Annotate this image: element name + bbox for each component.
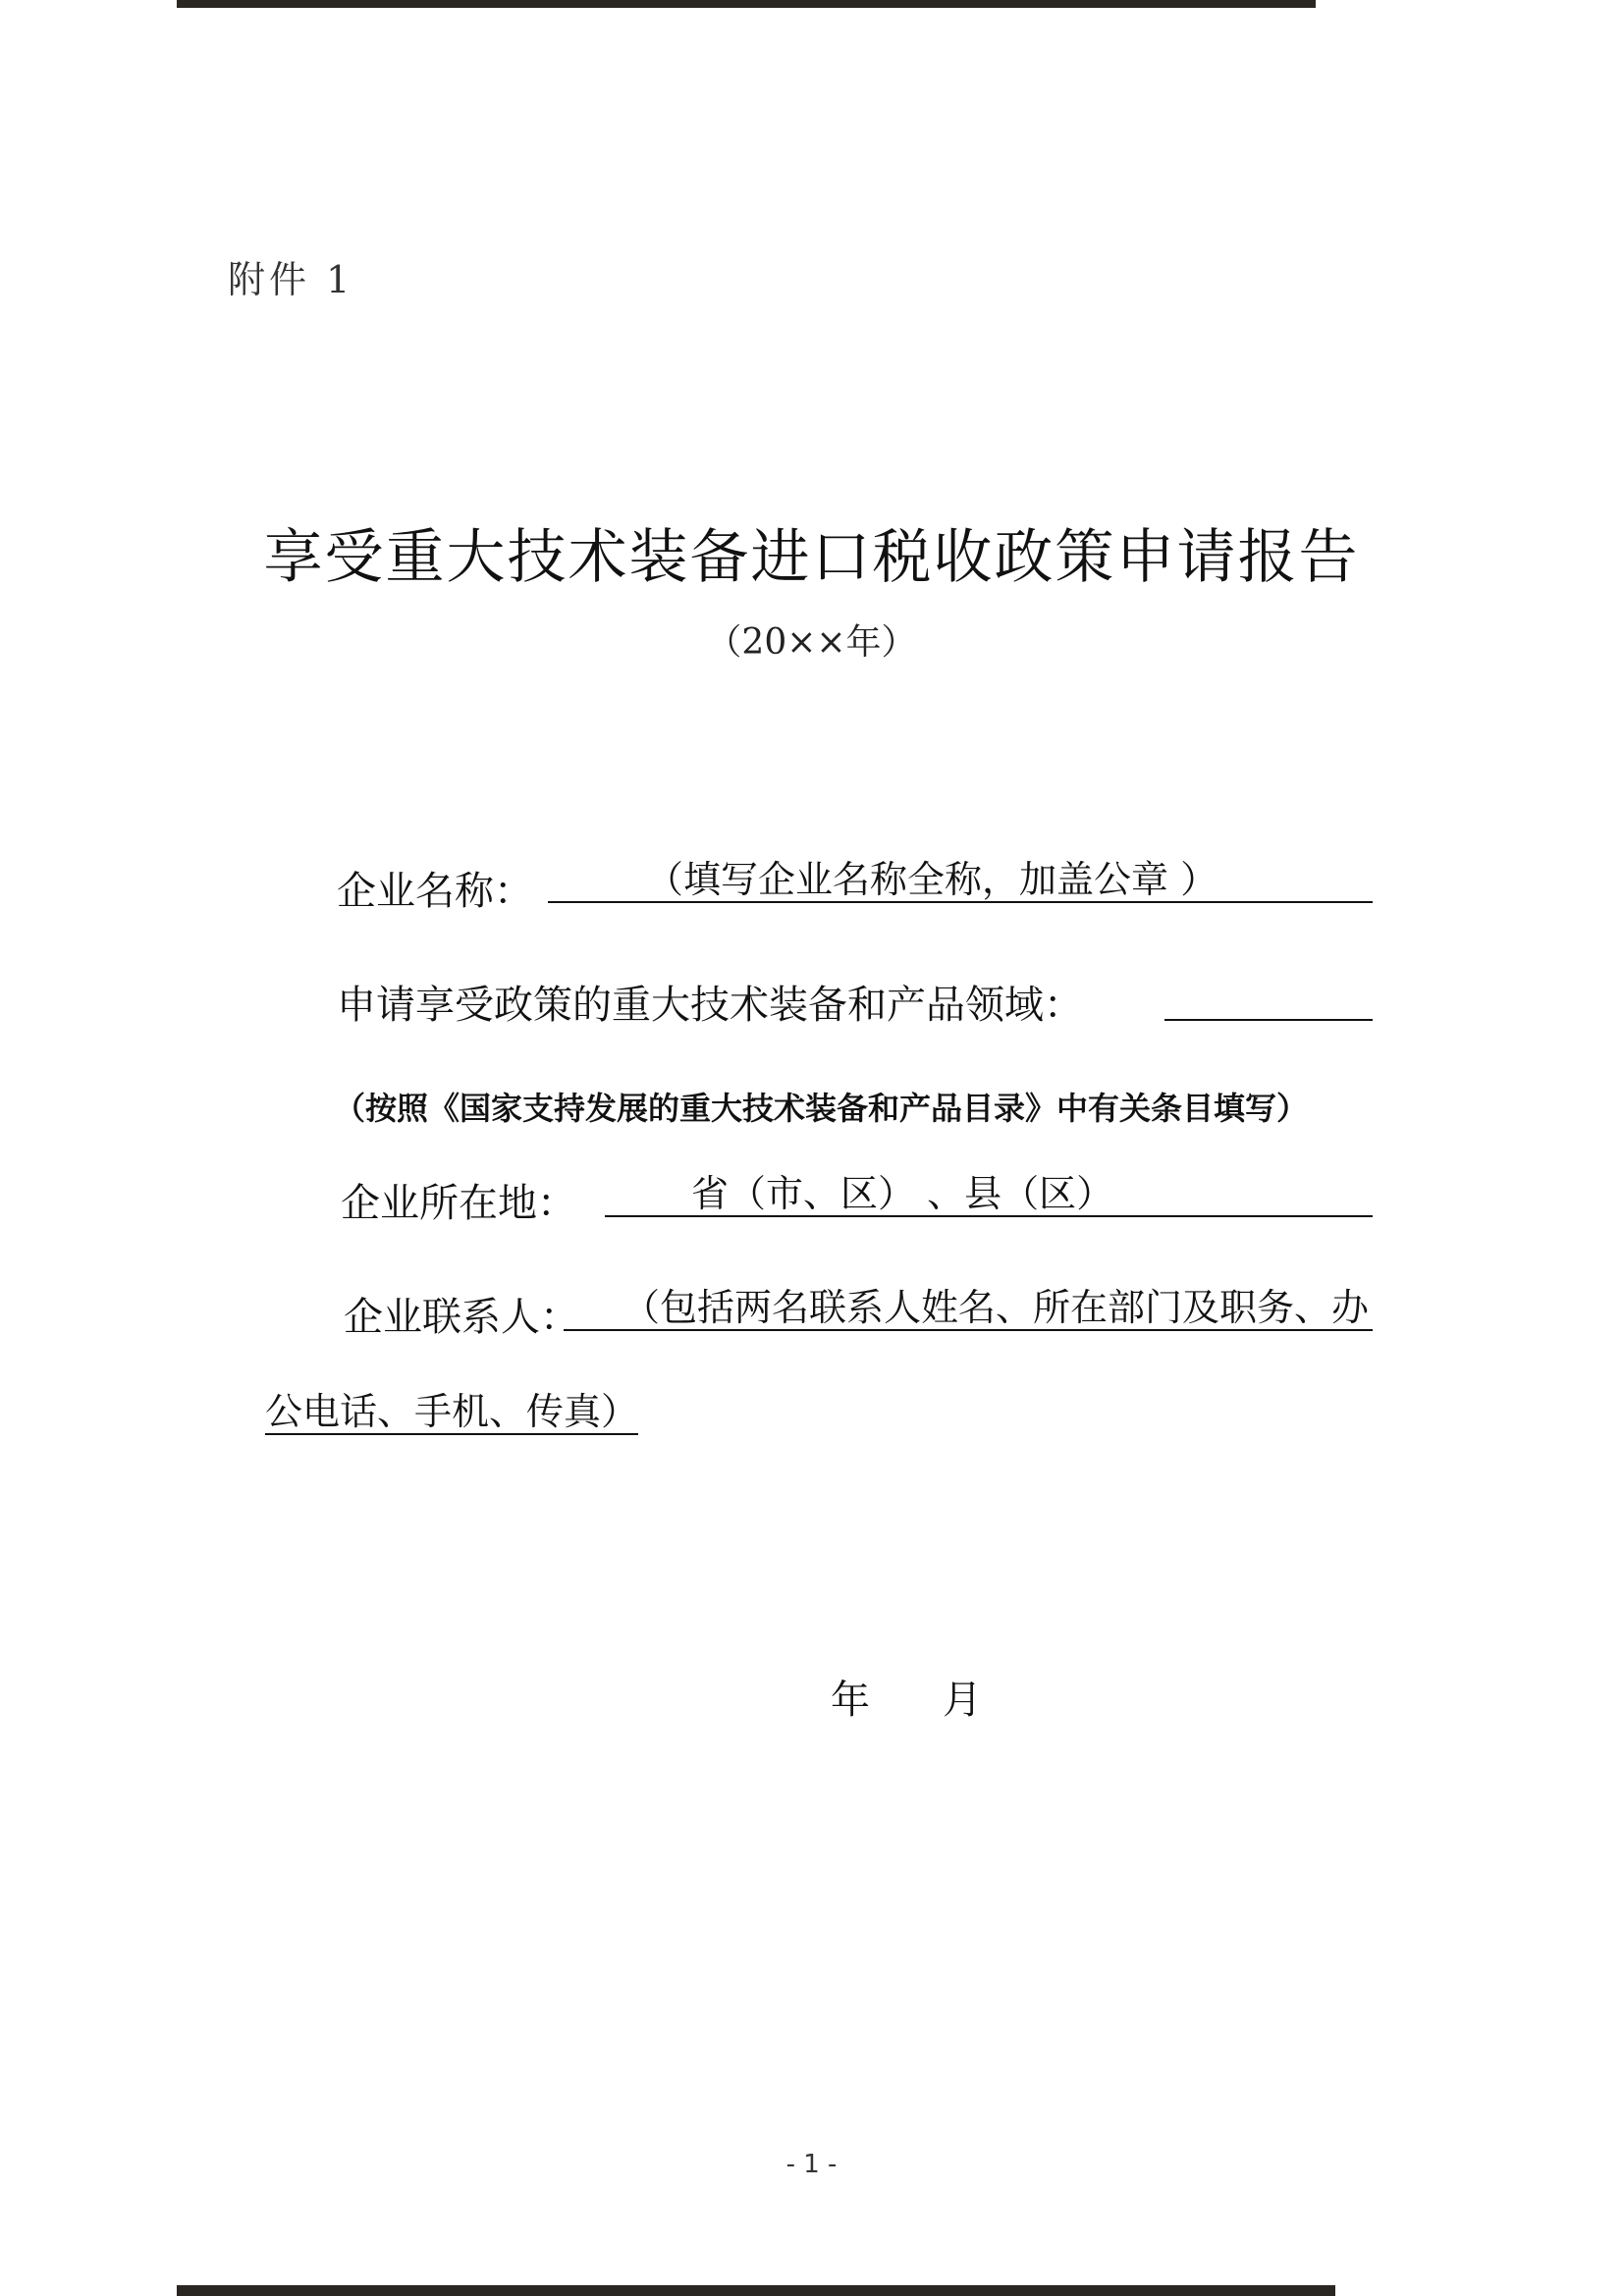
date-month-label: 月	[943, 1678, 982, 1723]
domain-label: 申请享受政策的重大技术装备和产品领域：	[337, 983, 1083, 1028]
contact-hint-line1: （包括两名联系人姓名、所在部门及职务、办	[622, 1286, 1370, 1329]
contact-field-line2[interactable]: 公电话、手机、传真）	[265, 1390, 639, 1433]
domain-field[interactable]	[1164, 978, 1373, 1021]
location-field[interactable]	[605, 1174, 1373, 1217]
contact-field-line1[interactable]	[564, 1288, 1373, 1331]
scan-edge-bottom	[177, 2285, 1335, 2296]
document-title: 享受重大技术装备进口税收政策申请报告	[263, 523, 1360, 592]
location-hint: 省（市、区） 、县（区）	[691, 1172, 1114, 1215]
page-number: - 1 -	[785, 2150, 838, 2179]
attachment-label: 附件 1	[228, 258, 354, 301]
location-label: 企业所在地：	[341, 1181, 576, 1226]
company-name-field[interactable]	[548, 860, 1373, 903]
contact-label: 企业联系人：	[344, 1295, 579, 1340]
company-name-label: 企业名称：	[337, 869, 533, 914]
document-year: （20××年）	[706, 622, 917, 663]
date-year-label: 年	[831, 1678, 870, 1723]
scan-edge-top	[177, 0, 1316, 8]
domain-note: （按照《国家支持发展的重大技术装备和产品目录》中有关条目填写）	[334, 1090, 1309, 1127]
company-name-hint: （填写企业名称全称，加盖公章 ）	[646, 858, 1218, 901]
